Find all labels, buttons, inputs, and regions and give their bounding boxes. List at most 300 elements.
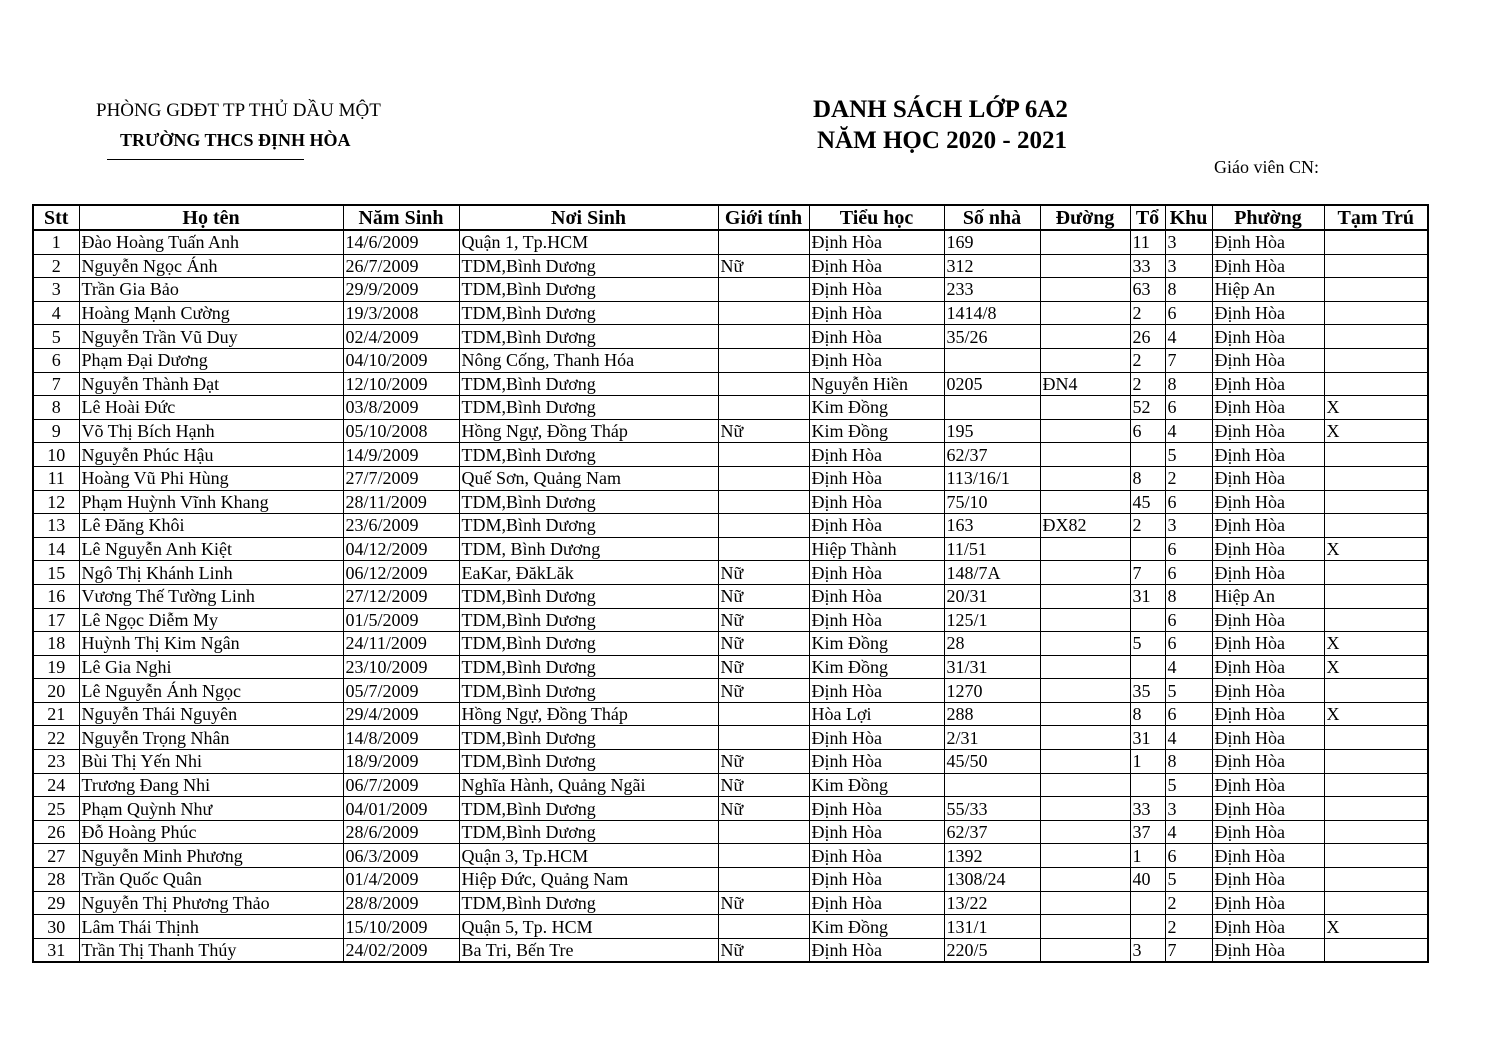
col-stt-cell: 25 — [33, 797, 79, 821]
col-ward-cell: Định Hòa — [1212, 254, 1324, 278]
col-group-cell: 35 — [1130, 679, 1165, 703]
col-birthplace-cell: Hồng Ngự, Đồng Tháp — [459, 702, 718, 726]
col-street-cell — [1040, 490, 1130, 514]
col-house-number-cell: 195 — [944, 419, 1040, 443]
col-full-name-cell: Ngô Thị Khánh Linh — [79, 561, 343, 585]
col-temporary-residence-cell — [1324, 938, 1428, 962]
table-row — [33, 938, 1428, 962]
table-row — [33, 632, 1428, 656]
col-house-number-cell: 125/1 — [944, 608, 1040, 632]
col-birth-date-cell: 27/12/2009 — [343, 584, 459, 608]
col-ward-cell: Định Hòa — [1212, 773, 1324, 797]
col-primary-school-cell: Định Hòa — [809, 726, 944, 750]
col-birth-date-cell: 23/10/2009 — [343, 655, 459, 679]
col-primary-school-cell: Định Hòa — [809, 466, 944, 490]
col-temporary-residence-cell — [1324, 561, 1428, 585]
col-street-cell: ĐX82 — [1040, 514, 1130, 538]
col-street-header: Đường — [1040, 205, 1130, 230]
col-birth-date-cell: 23/6/2009 — [343, 514, 459, 538]
col-birthplace-cell: TDM,Bình Dương — [459, 820, 718, 844]
col-birthplace-cell: EaKar, ĐăkLăk — [459, 561, 718, 585]
col-ward-cell: Định Hòa — [1212, 844, 1324, 868]
col-birthplace-header: Nơi Sinh — [459, 205, 718, 230]
col-group-cell: 52 — [1130, 396, 1165, 420]
col-zone-cell: 2 — [1165, 466, 1212, 490]
col-full-name-cell: Lê Nguyễn Ánh Ngọc — [79, 679, 343, 703]
col-stt-cell: 6 — [33, 348, 79, 372]
col-primary-school-cell: Định Hòa — [809, 490, 944, 514]
col-house-number-cell: 169 — [944, 230, 1040, 254]
col-gender-cell — [718, 726, 809, 750]
col-ward-cell: Định Hòa — [1212, 372, 1324, 396]
col-birth-date-cell: 04/12/2009 — [343, 537, 459, 561]
col-stt-cell: 9 — [33, 419, 79, 443]
col-birth-date-cell: 01/4/2009 — [343, 868, 459, 892]
col-full-name-cell: Võ Thị Bích Hạnh — [79, 419, 343, 443]
col-gender-cell — [718, 915, 809, 939]
col-birthplace-cell: TDM,Bình Dương — [459, 750, 718, 774]
col-street-cell — [1040, 325, 1130, 349]
col-ward-header: Phường — [1212, 205, 1324, 230]
col-house-number-cell: 220/5 — [944, 938, 1040, 962]
col-birth-date-cell: 12/10/2009 — [343, 372, 459, 396]
col-zone-cell: 6 — [1165, 561, 1212, 585]
col-house-number-cell: 148/7A — [944, 561, 1040, 585]
col-gender-cell — [718, 537, 809, 561]
col-street-cell — [1040, 655, 1130, 679]
col-gender-cell — [718, 301, 809, 325]
col-house-number-cell: 45/50 — [944, 750, 1040, 774]
col-house-number-cell: 13/22 — [944, 891, 1040, 915]
col-zone-cell: 6 — [1165, 632, 1212, 656]
col-primary-school-cell: Nguyễn Hiền — [809, 372, 944, 396]
col-temporary-residence-cell — [1324, 325, 1428, 349]
col-zone-cell: 5 — [1165, 443, 1212, 467]
col-house-number-cell: 288 — [944, 702, 1040, 726]
col-ward-cell: Định Hòa — [1212, 608, 1324, 632]
col-gender-cell — [718, 230, 809, 254]
col-ward-cell: Hiệp An — [1212, 584, 1324, 608]
col-birthplace-cell: TDM,Bình Dương — [459, 655, 718, 679]
col-group-cell: 11 — [1130, 230, 1165, 254]
col-full-name-cell: Trương Đang Nhi — [79, 773, 343, 797]
col-birthplace-cell: TDM,Bình Dương — [459, 301, 718, 325]
col-full-name-cell: Trần Quốc Quân — [79, 868, 343, 892]
col-birthplace-cell: TDM,Bình Dương — [459, 278, 718, 302]
col-temporary-residence-cell: X — [1324, 702, 1428, 726]
col-zone-cell: 8 — [1165, 372, 1212, 396]
col-zone-cell: 6 — [1165, 702, 1212, 726]
col-stt-cell: 17 — [33, 608, 79, 632]
col-ward-cell: Định Hòa — [1212, 750, 1324, 774]
col-gender-cell: Nữ — [718, 584, 809, 608]
col-street-cell — [1040, 608, 1130, 632]
col-temporary-residence-cell — [1324, 466, 1428, 490]
col-full-name-cell: Phạm Huỳnh Vĩnh Khang — [79, 490, 343, 514]
col-primary-school-cell: Định Hòa — [809, 561, 944, 585]
col-birthplace-cell: Quận 3, Tp.HCM — [459, 844, 718, 868]
col-stt-cell: 21 — [33, 702, 79, 726]
col-ward-cell: Định Hòa — [1212, 868, 1324, 892]
col-house-number-cell: 62/37 — [944, 443, 1040, 467]
col-birthplace-cell: TDM,Bình Dương — [459, 679, 718, 703]
col-gender-cell: Nữ — [718, 797, 809, 821]
col-gender-cell: Nữ — [718, 938, 809, 962]
col-gender-cell — [718, 443, 809, 467]
col-street-cell — [1040, 750, 1130, 774]
col-temporary-residence-cell — [1324, 254, 1428, 278]
col-primary-school-cell: Định Hòa — [809, 301, 944, 325]
col-primary-school-cell: Định Hòa — [809, 891, 944, 915]
table-row — [33, 348, 1428, 372]
col-birthplace-cell: Hồng Ngự, Đồng Tháp — [459, 419, 718, 443]
col-primary-school-cell: Kim Đồng — [809, 396, 944, 420]
col-street-cell — [1040, 230, 1130, 254]
col-gender-cell: Nữ — [718, 679, 809, 703]
col-zone-cell: 5 — [1165, 679, 1212, 703]
col-temporary-residence-cell — [1324, 514, 1428, 538]
col-group-header: Tổ — [1130, 205, 1165, 230]
col-street-cell — [1040, 726, 1130, 750]
col-group-cell — [1130, 655, 1165, 679]
col-primary-school-cell: Định Hòa — [809, 679, 944, 703]
table-row — [33, 608, 1428, 632]
col-birthplace-cell: TDM,Bình Dương — [459, 726, 718, 750]
table-row — [33, 750, 1428, 774]
col-temporary-residence-cell — [1324, 372, 1428, 396]
col-stt-cell: 23 — [33, 750, 79, 774]
table-row — [33, 230, 1428, 254]
col-zone-cell: 8 — [1165, 278, 1212, 302]
col-ward-cell: Định Hòa — [1212, 726, 1324, 750]
col-full-name-cell: Nguyễn Thị Phương Thảo — [79, 891, 343, 915]
col-full-name-cell: Nguyễn Thái Nguyên — [79, 702, 343, 726]
table-row — [33, 561, 1428, 585]
col-primary-school-cell: Định Hòa — [809, 230, 944, 254]
col-stt-cell: 19 — [33, 655, 79, 679]
col-house-number-cell: 20/31 — [944, 584, 1040, 608]
col-stt-cell: 13 — [33, 514, 79, 538]
col-gender-cell — [718, 348, 809, 372]
col-primary-school-cell: Định Hòa — [809, 278, 944, 302]
school-name: TRƯỜNG THCS ĐỊNH HÒA — [120, 130, 351, 150]
col-group-cell: 33 — [1130, 797, 1165, 821]
col-zone-cell: 6 — [1165, 608, 1212, 632]
col-ward-cell: Định Hòa — [1212, 561, 1324, 585]
col-zone-cell: 3 — [1165, 230, 1212, 254]
col-stt-cell: 2 — [33, 254, 79, 278]
col-group-cell: 45 — [1130, 490, 1165, 514]
col-birth-date-cell: 04/10/2009 — [343, 348, 459, 372]
col-group-cell: 3 — [1130, 938, 1165, 962]
col-stt-cell: 28 — [33, 868, 79, 892]
col-temporary-residence-cell — [1324, 844, 1428, 868]
col-birth-date-cell: 29/4/2009 — [343, 702, 459, 726]
table-row — [33, 797, 1428, 821]
col-zone-cell: 6 — [1165, 396, 1212, 420]
col-birthplace-cell: TDM,Bình Dương — [459, 490, 718, 514]
col-stt-cell: 14 — [33, 537, 79, 561]
col-birthplace-cell: TDM,Bình Dương — [459, 514, 718, 538]
col-full-name-cell: Lê Nguyễn Anh Kiệt — [79, 537, 343, 561]
student-roster-table — [32, 204, 1429, 963]
table-row — [33, 372, 1428, 396]
col-birth-date-cell: 02/4/2009 — [343, 325, 459, 349]
col-gender-cell — [718, 702, 809, 726]
col-house-number-cell: 1308/24 — [944, 868, 1040, 892]
col-full-name-cell: Huỳnh Thị Kim Ngân — [79, 632, 343, 656]
col-group-cell — [1130, 891, 1165, 915]
col-group-cell: 2 — [1130, 372, 1165, 396]
col-house-number-cell: 31/31 — [944, 655, 1040, 679]
col-ward-cell: Định Hòa — [1212, 655, 1324, 679]
col-street-cell — [1040, 844, 1130, 868]
homeroom-teacher-label: Giáo viên CN: — [1214, 157, 1319, 177]
col-birth-date-cell: 03/8/2009 — [343, 396, 459, 420]
col-zone-cell: 2 — [1165, 891, 1212, 915]
col-house-number-cell: 1270 — [944, 679, 1040, 703]
col-temporary-residence-cell: X — [1324, 915, 1428, 939]
col-gender-cell — [718, 372, 809, 396]
col-temporary-residence-cell — [1324, 443, 1428, 467]
col-full-name-cell: Đỗ Hoàng Phúc — [79, 820, 343, 844]
col-temporary-residence-cell — [1324, 490, 1428, 514]
col-birthplace-cell: TDM,Bình Dương — [459, 632, 718, 656]
col-birthplace-cell: TDM,Bình Dương — [459, 254, 718, 278]
col-temporary-residence-cell — [1324, 726, 1428, 750]
col-zone-cell: 4 — [1165, 820, 1212, 844]
table-row — [33, 443, 1428, 467]
col-birthplace-cell: Nghĩa Hành, Quảng Ngãi — [459, 773, 718, 797]
col-birth-date-cell: 29/9/2009 — [343, 278, 459, 302]
col-group-cell — [1130, 773, 1165, 797]
col-ward-cell: Định Hòa — [1212, 348, 1324, 372]
col-birth-date-cell: 24/02/2009 — [343, 938, 459, 962]
col-street-cell — [1040, 537, 1130, 561]
table-row — [33, 844, 1428, 868]
table-row — [33, 278, 1428, 302]
col-full-name-cell: Trần Gia Bảo — [79, 278, 343, 302]
col-full-name-cell: Đào Hoàng Tuấn Anh — [79, 230, 343, 254]
col-stt-cell: 8 — [33, 396, 79, 420]
col-full-name-header: Họ tên — [79, 205, 343, 230]
col-zone-cell: 5 — [1165, 773, 1212, 797]
col-full-name-cell: Bùi Thị Yến Nhi — [79, 750, 343, 774]
col-zone-cell: 7 — [1165, 938, 1212, 962]
col-street-cell — [1040, 820, 1130, 844]
col-full-name-cell: Nguyễn Trọng Nhân — [79, 726, 343, 750]
col-street-cell — [1040, 632, 1130, 656]
col-group-cell: 26 — [1130, 325, 1165, 349]
col-temporary-residence-cell — [1324, 868, 1428, 892]
col-birth-date-cell: 06/12/2009 — [343, 561, 459, 585]
table-row — [33, 915, 1428, 939]
table-row — [33, 490, 1428, 514]
col-birthplace-cell: Quận 1, Tp.HCM — [459, 230, 718, 254]
col-birthplace-cell: TDM,Bình Dương — [459, 584, 718, 608]
col-temporary-residence-cell: X — [1324, 632, 1428, 656]
col-primary-school-cell: Kim Đồng — [809, 655, 944, 679]
col-temporary-residence-cell — [1324, 797, 1428, 821]
col-full-name-cell: Lê Ngọc Diễm My — [79, 608, 343, 632]
col-primary-school-cell: Định Hòa — [809, 584, 944, 608]
col-birthplace-cell: TDM,Bình Dương — [459, 797, 718, 821]
col-birthplace-cell: TDM, Bình Dương — [459, 537, 718, 561]
col-ward-cell: Định Hòa — [1212, 915, 1324, 939]
col-gender-cell: Nữ — [718, 750, 809, 774]
col-house-number-cell: 1414/8 — [944, 301, 1040, 325]
col-primary-school-cell: Định Hòa — [809, 514, 944, 538]
col-gender-cell: Nữ — [718, 632, 809, 656]
col-street-cell — [1040, 584, 1130, 608]
col-primary-school-header: Tiểu học — [809, 205, 944, 230]
col-zone-cell: 3 — [1165, 254, 1212, 278]
col-ward-cell: Định Hòa — [1212, 466, 1324, 490]
col-zone-cell: 4 — [1165, 726, 1212, 750]
col-street-cell — [1040, 915, 1130, 939]
col-birthplace-cell: Quận 5, Tp. HCM — [459, 915, 718, 939]
col-primary-school-cell: Kim Đồng — [809, 773, 944, 797]
col-gender-cell — [718, 490, 809, 514]
col-primary-school-cell: Kim Đồng — [809, 419, 944, 443]
col-full-name-cell: Lê Đăng Khôi — [79, 514, 343, 538]
col-stt-cell: 18 — [33, 632, 79, 656]
col-primary-school-cell: Định Hòa — [809, 820, 944, 844]
col-street-cell — [1040, 301, 1130, 325]
col-group-cell — [1130, 537, 1165, 561]
col-birth-date-cell: 15/10/2009 — [343, 915, 459, 939]
col-stt-cell: 27 — [33, 844, 79, 868]
col-group-cell — [1130, 608, 1165, 632]
col-ward-cell: Định Hòa — [1212, 679, 1324, 703]
col-zone-cell: 5 — [1165, 868, 1212, 892]
col-primary-school-cell: Định Hòa — [809, 443, 944, 467]
col-temporary-residence-cell — [1324, 679, 1428, 703]
col-birth-date-cell: 06/7/2009 — [343, 773, 459, 797]
col-stt-cell: 26 — [33, 820, 79, 844]
col-temporary-residence-cell — [1324, 301, 1428, 325]
col-house-number-cell: 75/10 — [944, 490, 1040, 514]
table-row — [33, 868, 1428, 892]
col-ward-cell: Định Hòa — [1212, 632, 1324, 656]
col-primary-school-cell: Định Hòa — [809, 844, 944, 868]
col-birth-date-cell: 01/5/2009 — [343, 608, 459, 632]
col-house-number-cell: 0205 — [944, 372, 1040, 396]
col-temporary-residence-cell: X — [1324, 537, 1428, 561]
col-temporary-residence-cell — [1324, 278, 1428, 302]
col-zone-cell: 8 — [1165, 584, 1212, 608]
col-house-number-cell: 35/26 — [944, 325, 1040, 349]
col-stt-cell: 15 — [33, 561, 79, 585]
col-primary-school-cell: Định Hòa — [809, 750, 944, 774]
col-ward-cell: Định Hòa — [1212, 396, 1324, 420]
col-zone-cell: 3 — [1165, 514, 1212, 538]
col-full-name-cell: Lê Gia Nghi — [79, 655, 343, 679]
col-house-number-cell: 11/51 — [944, 537, 1040, 561]
col-stt-cell: 29 — [33, 891, 79, 915]
col-group-cell: 6 — [1130, 419, 1165, 443]
col-ward-cell: Định Hòa — [1212, 797, 1324, 821]
col-birth-date-cell: 28/11/2009 — [343, 490, 459, 514]
department-name: PHÒNG GDĐT TP THỦ DẦU MỘT — [96, 100, 381, 121]
col-house-number-cell — [944, 348, 1040, 372]
col-primary-school-cell: Định Hòa — [809, 608, 944, 632]
table-row — [33, 301, 1428, 325]
col-street-cell — [1040, 679, 1130, 703]
col-temporary-residence-cell: X — [1324, 396, 1428, 420]
col-house-number-cell: 312 — [944, 254, 1040, 278]
col-street-cell — [1040, 797, 1130, 821]
col-gender-cell: Nữ — [718, 655, 809, 679]
col-zone-cell: 8 — [1165, 750, 1212, 774]
col-full-name-cell: Lâm Thái Thịnh — [79, 915, 343, 939]
col-zone-cell: 6 — [1165, 490, 1212, 514]
col-stt-cell: 10 — [33, 443, 79, 467]
table-row — [33, 820, 1428, 844]
col-full-name-cell: Nguyễn Ngọc Ánh — [79, 254, 343, 278]
table-row — [33, 419, 1428, 443]
col-temporary-residence-cell — [1324, 348, 1428, 372]
col-zone-cell: 6 — [1165, 301, 1212, 325]
col-birth-date-cell: 19/3/2008 — [343, 301, 459, 325]
col-group-cell: 31 — [1130, 584, 1165, 608]
col-group-cell: 5 — [1130, 632, 1165, 656]
col-gender-cell — [718, 868, 809, 892]
col-street-cell — [1040, 868, 1130, 892]
col-stt-cell: 30 — [33, 915, 79, 939]
col-birthplace-cell: Quế Sơn, Quảng Nam — [459, 466, 718, 490]
col-primary-school-cell: Định Hòa — [809, 254, 944, 278]
col-full-name-cell: Nguyễn Minh Phương — [79, 844, 343, 868]
col-full-name-cell: Phạm Quỳnh Như — [79, 797, 343, 821]
col-group-cell: 8 — [1130, 702, 1165, 726]
col-birth-date-cell: 06/3/2009 — [343, 844, 459, 868]
col-ward-cell: Định Hòa — [1212, 702, 1324, 726]
table-row — [33, 584, 1428, 608]
col-primary-school-cell: Kim Đồng — [809, 632, 944, 656]
col-house-number-cell: 2/31 — [944, 726, 1040, 750]
col-street-cell — [1040, 443, 1130, 467]
col-house-number-cell: 233 — [944, 278, 1040, 302]
col-full-name-cell: Lê Hoài Đức — [79, 396, 343, 420]
col-house-number-cell: 62/37 — [944, 820, 1040, 844]
col-full-name-cell: Nguyễn Trần Vũ Duy — [79, 325, 343, 349]
col-full-name-cell: Nguyễn Thành Đạt — [79, 372, 343, 396]
col-group-cell — [1130, 915, 1165, 939]
col-zone-cell: 4 — [1165, 655, 1212, 679]
col-birth-date-cell: 27/7/2009 — [343, 466, 459, 490]
col-ward-cell: Định Hòa — [1212, 301, 1324, 325]
col-group-cell: 2 — [1130, 514, 1165, 538]
col-birth-date-cell: 24/11/2009 — [343, 632, 459, 656]
col-birthplace-cell: TDM,Bình Dương — [459, 325, 718, 349]
col-birthplace-cell: TDM,Bình Dương — [459, 891, 718, 915]
col-gender-cell: Nữ — [718, 561, 809, 585]
col-birthplace-cell: Hiệp Đức, Quảng Nam — [459, 868, 718, 892]
col-birth-date-cell: 28/6/2009 — [343, 820, 459, 844]
col-birthplace-cell: TDM,Bình Dương — [459, 443, 718, 467]
table-row — [33, 891, 1428, 915]
col-stt-cell: 24 — [33, 773, 79, 797]
col-stt-cell: 11 — [33, 466, 79, 490]
col-full-name-cell: Trần Thị Thanh Thúy — [79, 938, 343, 962]
col-street-cell — [1040, 254, 1130, 278]
table-row — [33, 396, 1428, 420]
col-group-cell — [1130, 443, 1165, 467]
table-row — [33, 773, 1428, 797]
table-row — [33, 702, 1428, 726]
col-house-number-header: Số nhà — [944, 205, 1040, 230]
